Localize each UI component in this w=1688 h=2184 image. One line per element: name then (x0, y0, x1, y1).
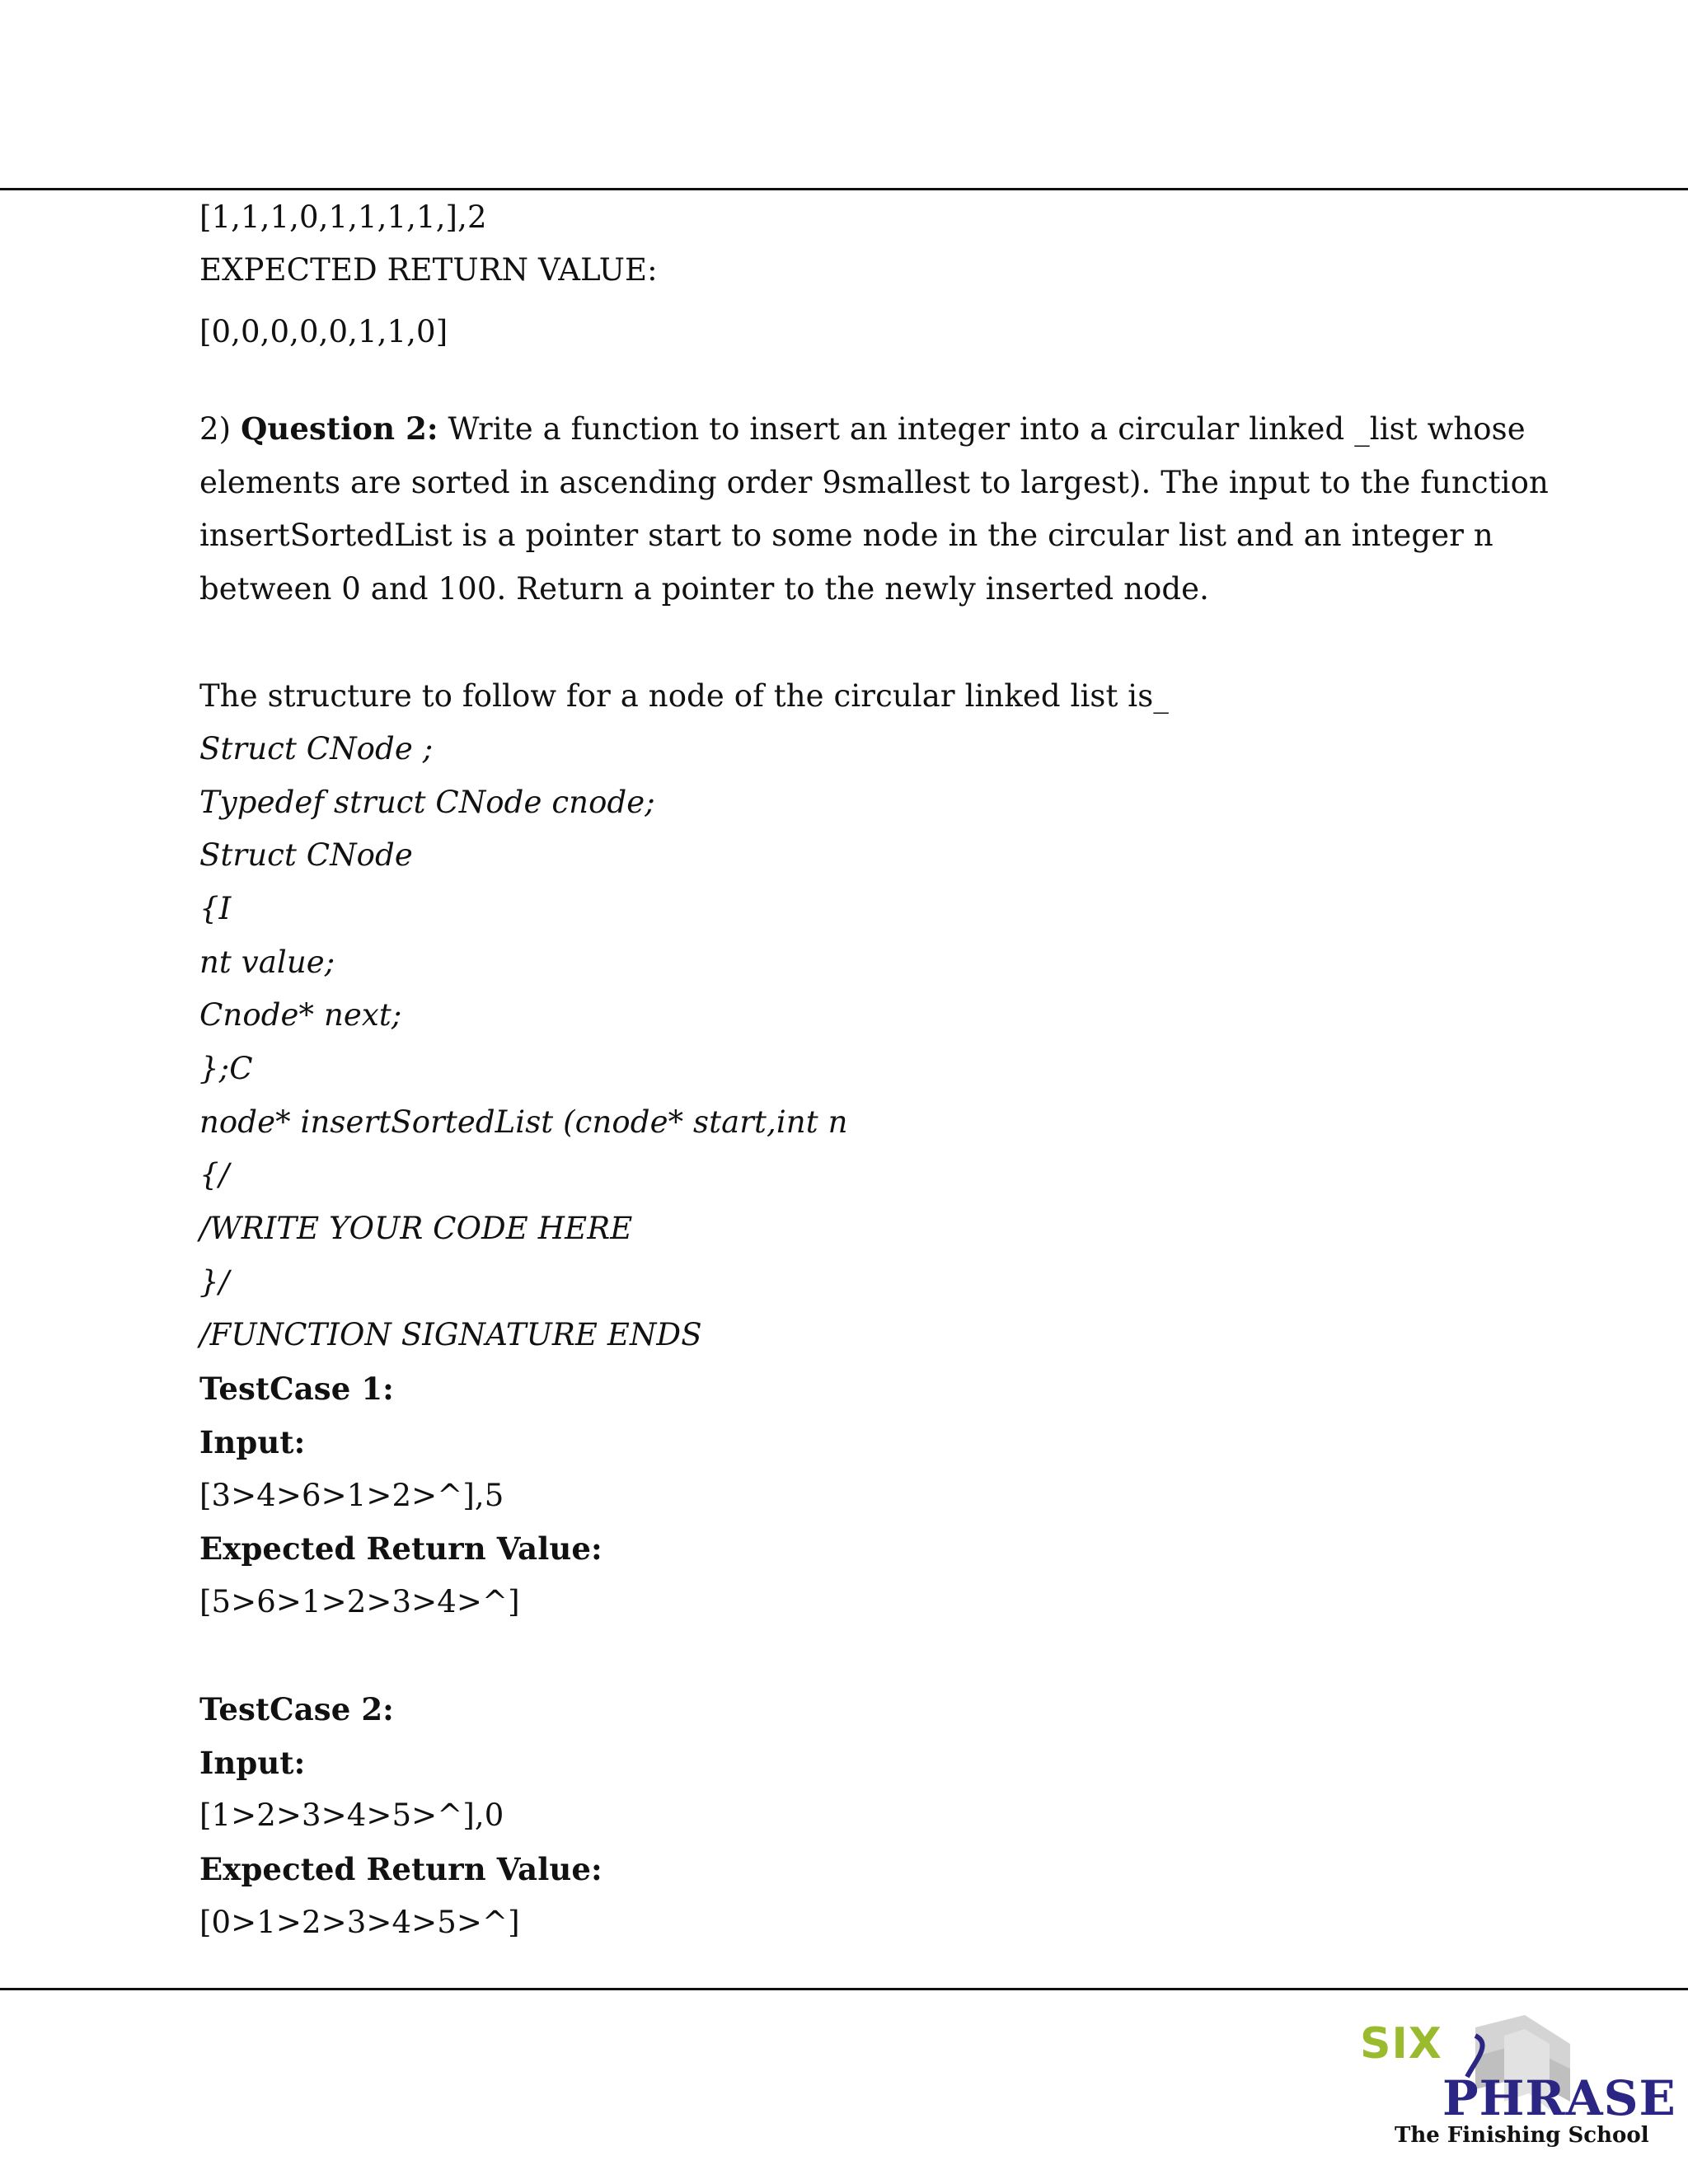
question-number: 2) (199, 411, 232, 447)
code-line: };C (199, 1051, 253, 1086)
code-line: Struct CNode ; (199, 731, 434, 766)
code-line: Typedef struct CNode cnode; (199, 785, 655, 820)
code-line: {/ (199, 1157, 230, 1193)
testcase2-title: TestCase 2: (199, 1691, 394, 1727)
footer-rule (0, 1988, 1688, 1990)
question-text-1: Write a function to insert an integer into a circular linked _list whose (438, 411, 1526, 447)
testcase2-expected-value: [0>1>2>3>4>5>^] (199, 1905, 520, 1940)
six-phrase-logo (1352, 2011, 1676, 2159)
code-line: /FUNCTION SIGNATURE ENDS (199, 1317, 702, 1352)
testcase2-expected-label: Expected Return Value: (199, 1851, 603, 1887)
logo-phrase: PHRASE (1442, 2070, 1676, 2126)
code-line: Struct CNode (199, 837, 413, 873)
header-rule (0, 188, 1688, 190)
question-line-2: elements are sorted in ascending order 9smallest to largest). The input to the function (199, 465, 1549, 500)
logo-six: SIX (1360, 2019, 1442, 2069)
code-line: Cnode* next; (199, 997, 402, 1033)
testcase1-title: TestCase 1: (199, 1371, 394, 1407)
testcase2-input-value: [1>2>3>4>5>^],0 (199, 1797, 504, 1833)
top-input-value: [1,1,1,0,1,1,1,1,],2 (199, 199, 487, 235)
code-line: nt value; (199, 944, 335, 980)
top-expected-label: EXPECTED RETURN VALUE: (199, 252, 658, 288)
testcase1-expected-label: Expected Return Value: (199, 1530, 603, 1567)
testcase1-expected-value: [5>6>1>2>3>4>^] (199, 1584, 520, 1619)
testcase1-input-value: [3>4>6>1>2>^],5 (199, 1478, 504, 1513)
code-line: }/ (199, 1264, 230, 1300)
question-line-4: between 0 and 100. Return a pointer to the newly inserted node. (199, 571, 1210, 607)
code-line: /WRITE YOUR CODE HERE (199, 1211, 633, 1246)
testcase1-input-label: Input: (199, 1424, 306, 1460)
testcase2-input-label: Input: (199, 1745, 306, 1781)
code-line: node* insertSortedList (cnode* start,int n (199, 1104, 848, 1140)
question-line-3: insertSortedList is a pointer start to some node in the circular list and an integer n (199, 518, 1493, 553)
question-title: Question 2: (241, 410, 438, 447)
structure-intro: The structure to follow for a node of the circular linked list is_ (199, 678, 1169, 714)
top-expected-value: [0,0,0,0,0,1,1,0] (199, 314, 448, 349)
code-line: {I (199, 891, 232, 926)
question-line-1 (199, 410, 1526, 448)
logo-tagline: The Finishing School (1395, 2123, 1649, 2148)
